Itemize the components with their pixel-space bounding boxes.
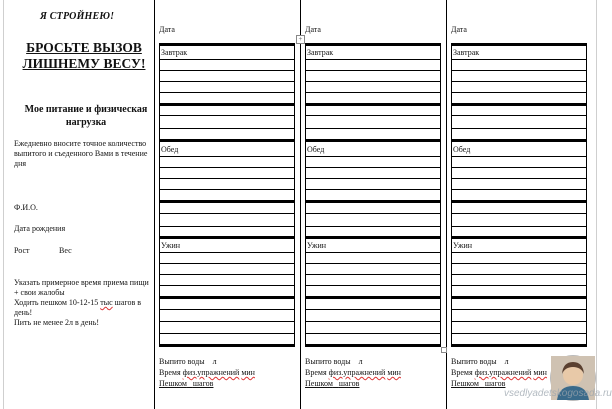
exercise-main: физ.упражнений [328, 368, 386, 377]
birth-date-label[interactable]: Дата рождения [14, 224, 66, 233]
height-label[interactable]: Рост [14, 246, 30, 255]
walk-unit: шагов [338, 379, 360, 388]
table-border-right [294, 43, 295, 347]
fio-label[interactable]: Ф.И.О. [14, 203, 38, 212]
table-rule [451, 43, 587, 46]
watermark: vsedlyadetskogosada.ru [504, 388, 612, 399]
table-rule [159, 115, 295, 116]
footer-water[interactable] [159, 357, 217, 366]
table-rule [159, 103, 295, 106]
table-rule [305, 321, 441, 322]
table-rule [305, 296, 441, 299]
table-rule [451, 285, 587, 286]
meal-label-dinner[interactable]: Ужин [161, 241, 181, 250]
table-rule [159, 333, 295, 334]
table-rule [451, 178, 587, 179]
table-rule [159, 263, 295, 264]
headline: БРОСЬТЕ ВЫЗОВ ЛИШНЕМУ ВЕСУ! [22, 40, 146, 71]
notes-walk-abbr: тыс [100, 298, 113, 307]
table-rule [159, 139, 295, 142]
table-rule [159, 43, 295, 46]
table-rule [159, 200, 295, 203]
notes-line-meal-time: Указать примерное время приема пищи + свои жалобы [14, 278, 149, 297]
day-column-2 [301, 0, 447, 409]
table-rule [159, 92, 295, 93]
table-rule [305, 115, 441, 116]
footer-walk[interactable] [451, 379, 505, 388]
table-rule [451, 296, 587, 299]
table-rule [159, 236, 295, 239]
notes-block [14, 278, 154, 328]
table-border-right [586, 43, 587, 347]
table-rule [305, 139, 441, 142]
footer-exercise[interactable] [451, 368, 547, 377]
table-rule [305, 252, 441, 253]
weight-label[interactable]: Вес [59, 246, 72, 255]
table-rule [451, 344, 587, 347]
table-rule [159, 167, 295, 168]
table-rule [451, 321, 587, 322]
table-rule [305, 178, 441, 179]
table-rule [305, 236, 441, 239]
water-unit: л [504, 357, 509, 366]
walk-label: Пешком [305, 379, 333, 388]
table-rule [305, 189, 441, 190]
day-column-1 [155, 0, 301, 409]
walk-unit: шагов [484, 379, 506, 388]
table-rule [305, 128, 441, 129]
table-rule [451, 236, 587, 239]
page-border-left [3, 0, 4, 409]
table-rule [451, 309, 587, 310]
table-rule [305, 81, 441, 82]
table-rule [451, 213, 587, 214]
table-rule [305, 167, 441, 168]
notes-line-water: Пить не менее 2л в день! [14, 318, 100, 327]
date-label[interactable]: Дата [305, 25, 321, 34]
table-rule [451, 274, 587, 275]
table-rule [451, 263, 587, 264]
table-rule [159, 128, 295, 129]
meal-label-breakfast[interactable]: Завтрак [307, 48, 334, 57]
table-rule [159, 309, 295, 310]
footer-exercise[interactable] [159, 368, 255, 377]
date-label[interactable]: Дата [159, 25, 175, 34]
table-rule [159, 296, 295, 299]
table-rule [451, 226, 587, 227]
table-rule [159, 70, 295, 71]
table-rule [305, 156, 441, 157]
exercise-prefix: Время [305, 368, 329, 377]
footer-water[interactable] [451, 357, 509, 366]
table-rule [305, 309, 441, 310]
table-rule [451, 200, 587, 203]
table-rule [305, 263, 441, 264]
page-border-right [596, 0, 597, 409]
table-rule [159, 252, 295, 253]
table-rule [451, 70, 587, 71]
exercise-main: физ.упражнений [474, 368, 532, 377]
table-rule [451, 115, 587, 116]
table-rule [305, 285, 441, 286]
table-rule [159, 344, 295, 347]
table-rule [159, 189, 295, 190]
notes-line-walk [14, 298, 154, 318]
water-unit: л [358, 357, 363, 366]
exercise-unit: мин [387, 368, 401, 377]
meal-label-lunch[interactable]: Обед [161, 145, 179, 154]
table-rule [451, 81, 587, 82]
table-rule [451, 167, 587, 168]
table-border-left [159, 43, 160, 347]
footer-walk[interactable] [305, 379, 359, 388]
table-rule [451, 128, 587, 129]
subtitle: Мое питание и физическая нагрузка [24, 104, 148, 128]
table-rule [451, 139, 587, 142]
water-unit: л [212, 357, 217, 366]
footer-water[interactable] [305, 357, 363, 366]
table-rule [451, 92, 587, 93]
exercise-prefix: Время [451, 368, 475, 377]
exercise-unit: мин [241, 368, 255, 377]
table-border-left [451, 43, 452, 347]
table-rule [159, 321, 295, 322]
meal-label-dinner[interactable]: Ужин [453, 241, 473, 250]
table-rule [305, 226, 441, 227]
notes-walk-prefix: Ходить пешком 10-12-15 [14, 298, 101, 307]
meal-label-breakfast[interactable]: Завтрак [161, 48, 188, 57]
table-rule [451, 103, 587, 106]
walk-label: Пешком [451, 379, 479, 388]
table-rule [305, 92, 441, 93]
table-rule [305, 333, 441, 334]
walk-unit: шагов [192, 379, 214, 388]
instructions-text: Ежедневно вносите точное количество выпитого и съеденного Вами в течение дня [14, 139, 148, 168]
table-rule [159, 156, 295, 157]
meal-label-breakfast[interactable]: Завтрак [453, 48, 480, 57]
table-border-left [305, 43, 306, 347]
table-rule [305, 274, 441, 275]
table-rule [305, 103, 441, 106]
water-label: Выпито воды [159, 357, 205, 366]
footer-walk[interactable] [159, 379, 213, 388]
table-rule [305, 200, 441, 203]
exercise-main: физ.упражнений [182, 368, 240, 377]
water-label: Выпито воды [305, 357, 351, 366]
table-rule [159, 81, 295, 82]
slogan: Я СТРОЙНЕЮ! [40, 11, 115, 22]
meal-label-lunch[interactable]: Обед [453, 145, 471, 154]
walk-label: Пешком [159, 379, 187, 388]
table-rule [159, 59, 295, 60]
table-rule [451, 252, 587, 253]
intro-column [12, 0, 150, 409]
date-label[interactable]: Дата [451, 25, 467, 34]
meal-label-dinner[interactable]: Ужин [307, 241, 327, 250]
table-rule [159, 285, 295, 286]
table-rule [159, 274, 295, 275]
exercise-unit: мин [533, 368, 547, 377]
water-label: Выпито воды [451, 357, 497, 366]
exercise-prefix: Время [159, 368, 183, 377]
table-rule [305, 344, 441, 347]
table-rule [451, 156, 587, 157]
table-rule [305, 59, 441, 60]
table-rule [451, 59, 587, 60]
table-rule [451, 333, 587, 334]
table-rule [305, 213, 441, 214]
notes-walk-suffix: шагов в день! [14, 298, 142, 317]
table-rule [305, 70, 441, 71]
table-border-right [440, 43, 441, 347]
day-column-3 [447, 0, 593, 409]
footer-exercise[interactable] [305, 368, 401, 377]
table-rule [159, 226, 295, 227]
table-rule [159, 178, 295, 179]
table-rule [451, 189, 587, 190]
meal-label-lunch[interactable]: Обед [307, 145, 325, 154]
table-rule [159, 213, 295, 214]
table-move-handle[interactable]: + [296, 35, 305, 44]
table-rule [305, 43, 441, 46]
